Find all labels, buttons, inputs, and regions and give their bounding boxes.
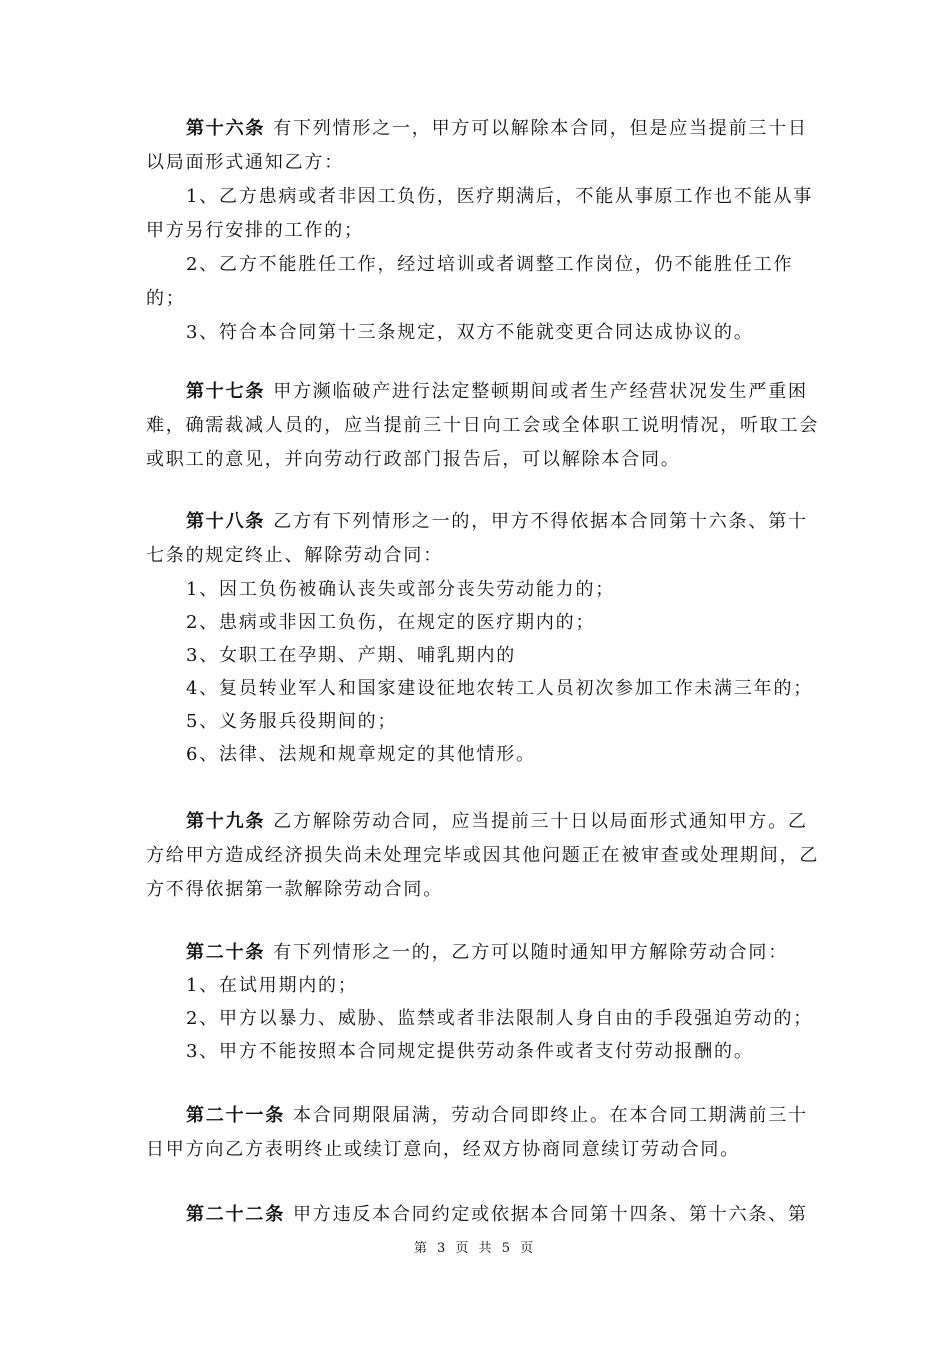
page-number: 第 3 页 共 5 页 bbox=[413, 1241, 537, 1256]
article-18-item-1: 1、因工负伤被确认丧失或部分丧失劳动能力的； bbox=[186, 579, 616, 600]
article-21-line-1: 第二十一条 本合同期限届满，劳动合同即终止。在本合同工期满前三十 bbox=[186, 1105, 808, 1126]
article-18-item-4: 4、复员转业军人和国家建设征地农转工人员初次参加工作未满三年的； bbox=[186, 678, 814, 699]
article-16-item-2: 2、乙方不能胜任工作，经过培训或者调整工作岗位，仍不能胜任工作 bbox=[186, 254, 794, 275]
article-20-line-1: 第二十条 有下列情形之一的，乙方可以随时通知甲方解除劳动合同： bbox=[186, 942, 788, 963]
article-18-item-2: 2、患病或非因工负伤，在规定的医疗期内的； bbox=[186, 612, 596, 633]
article-16-line-2: 以局面形式通知乙方： bbox=[146, 152, 344, 173]
article-17-line-2: 难，确需裁减人员的，应当提前三十日向工会或全体职工说明情况，听取工会 bbox=[146, 415, 820, 436]
article-heading: 第二十一条 bbox=[186, 1105, 285, 1126]
article-heading: 第十六条 bbox=[186, 118, 266, 139]
article-heading: 第十七条 bbox=[186, 381, 266, 402]
article-18-item-3: 3、女职工在孕期、产期、哺乳期内的 bbox=[186, 645, 517, 666]
article-16-item-1-cont: 甲方另行安排的工作的； bbox=[146, 220, 364, 241]
article-18-line-2: 七条的规定终止、解除劳动合同： bbox=[146, 545, 443, 566]
article-heading: 第十九条 bbox=[186, 811, 266, 832]
article-19-line-2: 方给甲方造成经济损失尚未处理完毕或因其他问题正在被审查或处理期间，乙 bbox=[146, 845, 820, 866]
article-16-item-3: 3、符合本合同第十三条规定，双方不能就变更合同达成协议的。 bbox=[186, 322, 754, 343]
article-16-item-2-cont: 的； bbox=[146, 288, 186, 309]
article-17-line-1: 第十七条 甲方濒临破产进行法定整顿期间或者生产经营状况发生严重困 bbox=[186, 381, 808, 402]
article-18-item-6: 6、法律、法规和规章规定的其他情形。 bbox=[186, 744, 536, 765]
article-heading: 第二十条 bbox=[186, 942, 266, 963]
article-20-item-1: 1、在试用期内的； bbox=[186, 975, 358, 996]
article-16-line-1: 第十六条 有下列情形之一，甲方可以解除本合同，但是应当提前三十日 bbox=[186, 118, 808, 139]
article-17-line-3: 或职工的意见，并向劳动行政部门报告后，可以解除本合同。 bbox=[146, 449, 681, 470]
article-19-line-3: 方不得依据第一款解除劳动合同。 bbox=[146, 879, 443, 900]
article-20-item-3: 3、甲方不能按照本合同规定提供劳动条件或者支付劳动报酬的。 bbox=[186, 1041, 754, 1062]
article-22-line-1: 第二十二条 甲方违反本合同约定或依据本合同第十四条、第十六条、第 bbox=[186, 1204, 808, 1225]
article-16-item-1: 1、乙方患病或者非因工负伤，医疗期满后，不能从事原工作也不能从事 bbox=[186, 186, 814, 207]
article-20-item-2: 2、甲方以暴力、威胁、监禁或者非法限制人身自由的手段强迫劳动的； bbox=[186, 1008, 814, 1029]
article-18-item-5: 5、义务服兵役期间的； bbox=[186, 711, 398, 732]
article-18-line-1: 第十八条 乙方有下列情形之一的，甲方不得依据本合同第十六条、第十 bbox=[186, 511, 808, 532]
article-21-line-2: 日甲方向乙方表明终止或续订意向，经双方协商同意续订劳动合同。 bbox=[146, 1139, 740, 1160]
article-heading: 第二十二条 bbox=[186, 1204, 285, 1225]
article-19-line-1: 第十九条 乙方解除劳动合同，应当提前三十日以局面形式通知甲方。乙 bbox=[186, 811, 808, 832]
article-heading: 第十八条 bbox=[186, 511, 266, 532]
